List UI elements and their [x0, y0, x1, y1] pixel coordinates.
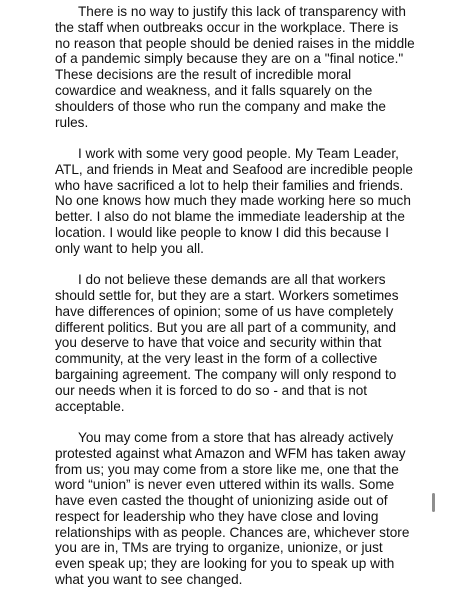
paragraph-demands: I do not believe these demands are all that workers should settle for, but they are a start. Workers sometimes have differences of opinion; some of us have completely different politics. But you are all part of a community, and you deserve to have that voice and security within that community, at the very least in the form of a collective bargaining agreement. The company will only respond to our needs when it is forced to do so - and that is not acceptable.	[55, 272, 399, 414]
scrollbar-thumb[interactable]	[432, 493, 435, 512]
document-body	[55, 4, 415, 603]
paragraph-organize: You may come from a store that has already actively protested against what Amazon and WFM has taken away from us; you may come from a store like me, one that the word “union” is never even uttered within its walls. Some have even casted the thought of unionizing aside out of respect for leadership who they have close and loving relationships with as people. Chances are, whichever store you are in, TMs are trying to organize, unionize, or just even speak up; they are looking for you to speak up with what you want to see changed.	[55, 429, 410, 588]
paragraph-transparency: There is no way to justify this lack of transparency with the staff when outbreaks occur in the workplace. There is no reason that people should be denied raises in the middle of a pandemic simply because they are on a "final notice." These decisions are the result of incredible moral cowardice and weakness, and it falls squarely on the shoulders of those who run the company and make the rules.	[55, 4, 415, 130]
paragraph-good-people: I work with some very good people. My Team Leader, ATL, and friends in Meat and Seafood are incredible people who have sacrificed a lot to help their families and friends. No one knows how much they made working here so much better. I also do not blame the immediate leadership at the location. I would like people to know I did this because I only want to help you all.	[55, 145, 413, 256]
